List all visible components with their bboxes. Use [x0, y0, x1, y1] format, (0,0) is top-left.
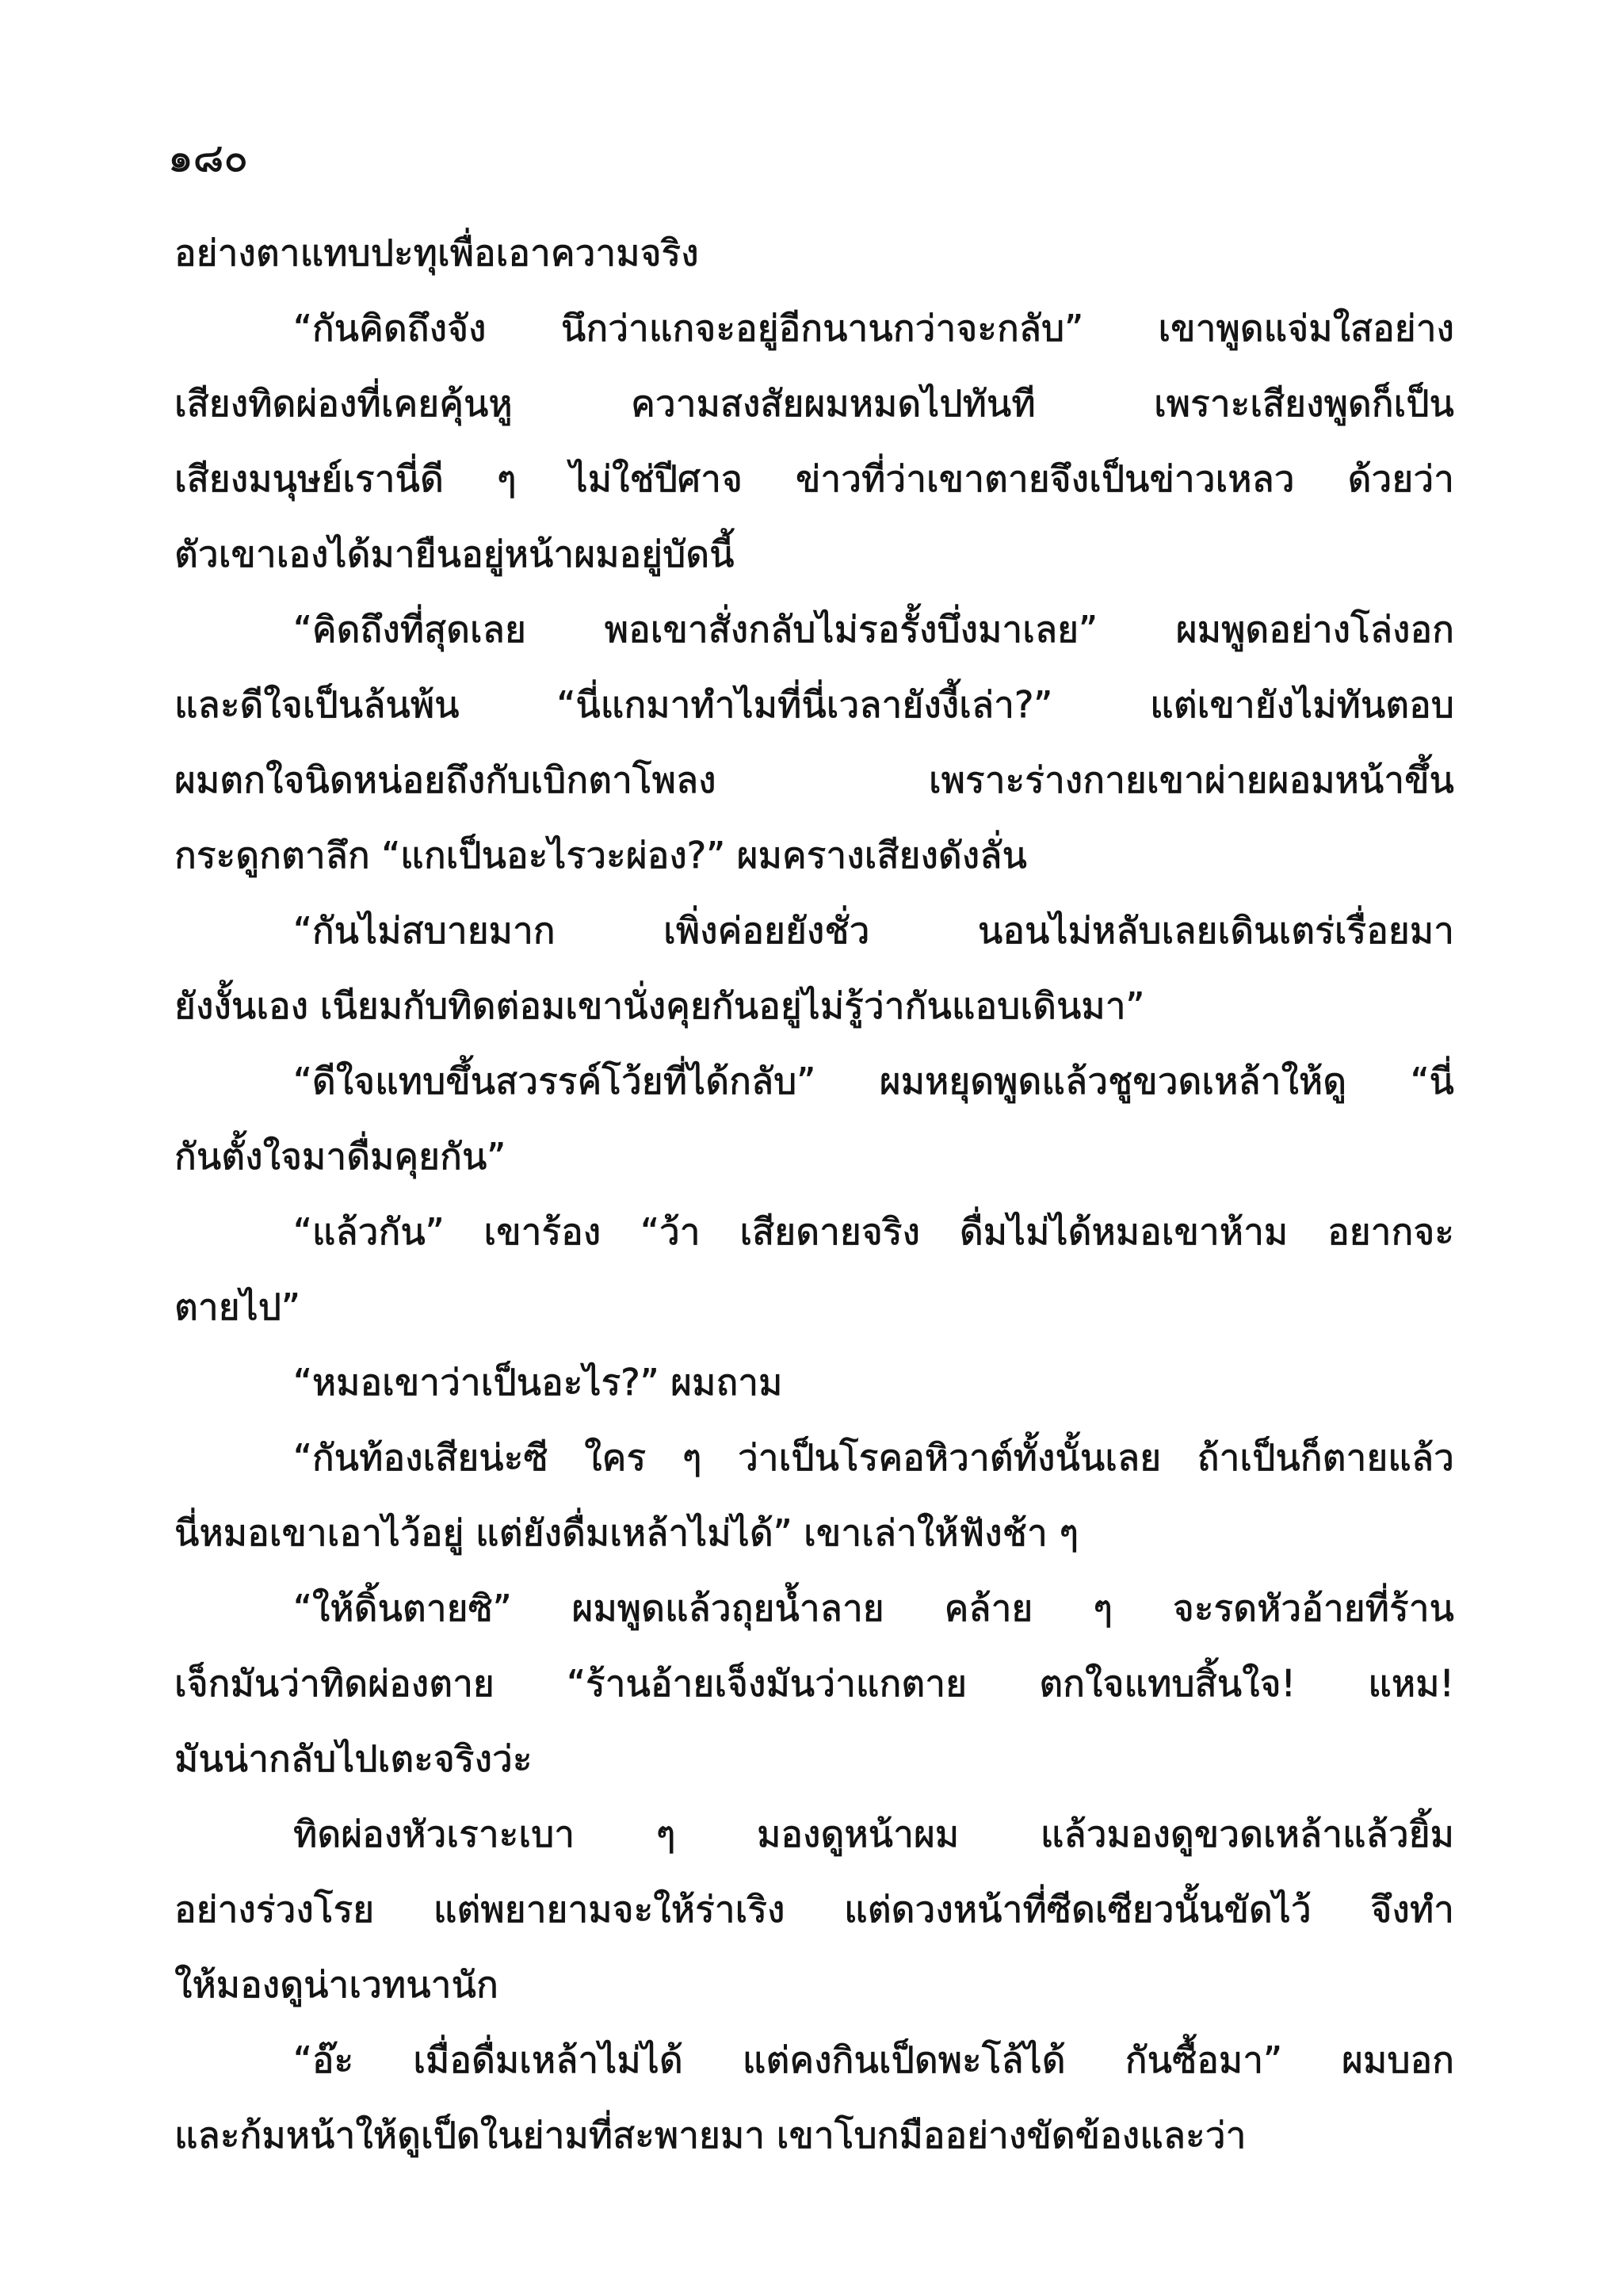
text-line	[174, 1872, 1454, 1947]
paragraph	[174, 1194, 1454, 1345]
text-line: ยังงั้นเอง เนียมกับทิดต่อมเขานั่งคุยกันอยู่ไม่รู้ว่ากันแอบเดินมา”	[174, 984, 1145, 1027]
line-word: เพิ่งค่อยยังชั่ว	[663, 909, 882, 952]
text-line: กระดูกตาลึก “แกเป็นอะไรวะผ่อง?” ผมครางเสียงดังลั่น	[174, 834, 1027, 877]
paragraph-continued	[174, 216, 1454, 291]
line-word: อยากจะ	[1327, 1210, 1454, 1253]
paragraph	[174, 1044, 1454, 1194]
text-line: และก้มหน้าให้ดูเป็ดในย่ามที่สะพายมา เขาโบกมืออย่างขัดข้องและว่า	[174, 2114, 1247, 2157]
line-word: “ว้า	[640, 1210, 712, 1253]
line-word: แล้วมองดูขวดเหล้าแล้วยิ้ม	[1040, 1813, 1454, 1855]
text-line	[174, 667, 1454, 743]
text-line: อย่างตาแทบปะทุเพื่อเอาความจริง	[174, 231, 699, 274]
line-word: “ดีใจแทบขึ้นสวรรค์โว้ยที่ได้กลับ”	[293, 1060, 827, 1102]
paragraph	[174, 291, 1454, 592]
text-line: นี่หมอเขาเอาไว้อยู่ แต่ยังดื่มเหล้าไม่ได้” เขาเล่าให้ฟังช้า ๆ	[174, 1511, 1079, 1554]
paragraph	[174, 1345, 1454, 1420]
line-word: แต่เขายังไม่ทันตอบ	[1150, 683, 1454, 726]
line-word: ๆ	[496, 457, 529, 500]
text-line	[174, 743, 1454, 818]
line-word: ผมพูดอย่างโล่งอก	[1175, 608, 1454, 651]
line-word: แหม!	[1368, 1662, 1454, 1705]
line-word: พอเขาสั่งกลับไม่รอรั้งบึ่งมาเลย”	[604, 608, 1109, 651]
line-word: ตกใจแทบสิ้นใจ!	[1039, 1662, 1308, 1705]
line-word: ด้วยว่า	[1347, 457, 1454, 500]
line-word: ความสงสัยผมหมดไปทันที	[631, 382, 1048, 425]
line-word: ข่าวที่ว่าเขาตายจึงเป็นข่าวเหลว	[795, 457, 1307, 500]
line-word: เสียงทิดผ่องที่เคยคุ้นหู	[174, 382, 525, 425]
line-word: “คิดถึงที่สุดเลย	[293, 608, 538, 651]
text-line	[174, 1044, 1454, 1119]
line-word: ผมหยุดพูดแล้วชูขวดเหล้าให้ดู	[879, 1060, 1358, 1102]
line-word: ใคร	[584, 1436, 658, 1479]
text-line: กันตั้งใจมาดื่มคุยกัน”	[174, 1135, 506, 1178]
line-word: แต่ดวงหน้าที่ซีดเซียวนั้นขัดไว้	[844, 1888, 1323, 1931]
line-word: และดีใจเป็นล้นพ้น	[174, 683, 472, 726]
text-line	[174, 366, 1454, 441]
paragraph	[174, 592, 1454, 893]
text-line	[174, 2023, 1454, 2098]
text-line	[174, 893, 1454, 968]
line-word: “นี่	[1410, 1060, 1454, 1102]
line-word: ไม่ใช่ปีศาจ	[569, 457, 754, 500]
line-word: ผมบอก	[1342, 2038, 1454, 2081]
line-word: ทิดผ่องหัวเราะเบา	[293, 1813, 586, 1855]
line-word: มองดูหน้าผม	[757, 1813, 971, 1855]
page-number: ๑๘๐	[168, 135, 248, 181]
line-word: ผมตกใจนิดหน่อยถึงกับเบิกตาโพลง	[174, 758, 728, 801]
line-word: เพราะเสียงพูดก็เป็น	[1154, 382, 1454, 425]
text-line	[174, 592, 1454, 667]
text-line	[174, 1194, 1454, 1270]
line-word: คล้าย	[944, 1587, 1044, 1629]
text-line	[174, 441, 1454, 517]
line-word: อย่างร่วงโรย	[174, 1888, 386, 1931]
line-word: “ร้านอ้ายเจ็งมันว่าแกตาย	[567, 1662, 979, 1705]
line-word: เพราะร่างกายเขาผ่ายผอมหน้าขึ้น	[928, 758, 1454, 801]
line-word: “กันคิดถึงจัง	[293, 307, 498, 350]
text-line	[174, 1646, 1454, 1721]
line-word: “ให้ดิ้นตายซิ”	[293, 1587, 524, 1629]
line-word: ๆ	[1093, 1587, 1125, 1629]
line-word: ว่าเป็นโรคอหิวาต์ทั้งนั้นเลย	[737, 1436, 1173, 1479]
text-line	[174, 1797, 1454, 1872]
line-word: เจ็กมันว่าทิดผ่องตาย	[174, 1662, 506, 1705]
line-word: ผมพูดแล้วถุยน้ำลาย	[571, 1587, 896, 1629]
line-word: “กันไม่สบายมาก	[293, 909, 567, 952]
line-word: ๆ	[655, 1813, 688, 1855]
line-word: แต่คงกินเป็ดพะโล้ได้	[742, 2038, 1078, 2081]
line-word: เสียงมนุษย์เรานี่ดี	[174, 457, 456, 500]
paragraph	[174, 2023, 1454, 2173]
paragraph	[174, 1420, 1454, 1571]
line-word: ดื่มไม่ได้หมอเขาห้าม	[959, 1210, 1300, 1253]
text-line	[174, 1420, 1454, 1496]
line-word: เสียดายจริง	[739, 1210, 932, 1253]
line-word: ถ้าเป็นก็ตายแล้ว	[1197, 1436, 1454, 1479]
line-word: แต่พยายามจะให้ร่าเริง	[433, 1888, 797, 1931]
text-line	[174, 1571, 1454, 1646]
text-line: ตายไป”	[174, 1286, 300, 1328]
line-word: กันซื้อมา”	[1125, 2038, 1294, 2081]
text-line: มันน่ากลับไปเตะจริงว่ะ	[174, 1737, 533, 1780]
text-line: “หมอเขาว่าเป็นอะไร?” ผมถาม	[293, 1361, 783, 1404]
line-word: นึกว่าแกจะอยู่อีกนานกว่าจะกลับ”	[560, 307, 1095, 350]
text-line	[174, 291, 1454, 366]
text-line: ตัวเขาเองได้มายืนอยู่หน้าผมอยู่บัดนี้	[174, 533, 735, 575]
line-word: “นี่แกมาทำไมที่นี่เวลายังงี้เล่า?”	[556, 683, 1064, 726]
text-line: ให้มองดูน่าเวทนานัก	[174, 1963, 498, 2006]
page-body	[174, 216, 1454, 2173]
line-word: ๆ	[682, 1436, 714, 1479]
paragraph	[174, 893, 1454, 1044]
line-word: เขาพูดแจ่มใสอย่าง	[1158, 307, 1454, 350]
line-word: “กันท้องเสียน่ะซี	[293, 1436, 560, 1479]
line-word: “อ๊ะ	[293, 2038, 365, 2081]
paragraph	[174, 1797, 1454, 2023]
paragraph	[174, 1571, 1454, 1797]
line-word: เขาร้อง	[483, 1210, 613, 1253]
line-word: จะรดหัวอ้ายที่ร้าน	[1172, 1587, 1454, 1629]
line-word: เมื่อดื่มเหล้าไม่ได้	[413, 2038, 695, 2081]
line-word: “แล้วกัน”	[293, 1210, 456, 1253]
line-word: จึงทำ	[1370, 1888, 1454, 1931]
line-word: นอนไม่หลับเลยเดินเตร่เรื่อยมา	[977, 909, 1454, 952]
